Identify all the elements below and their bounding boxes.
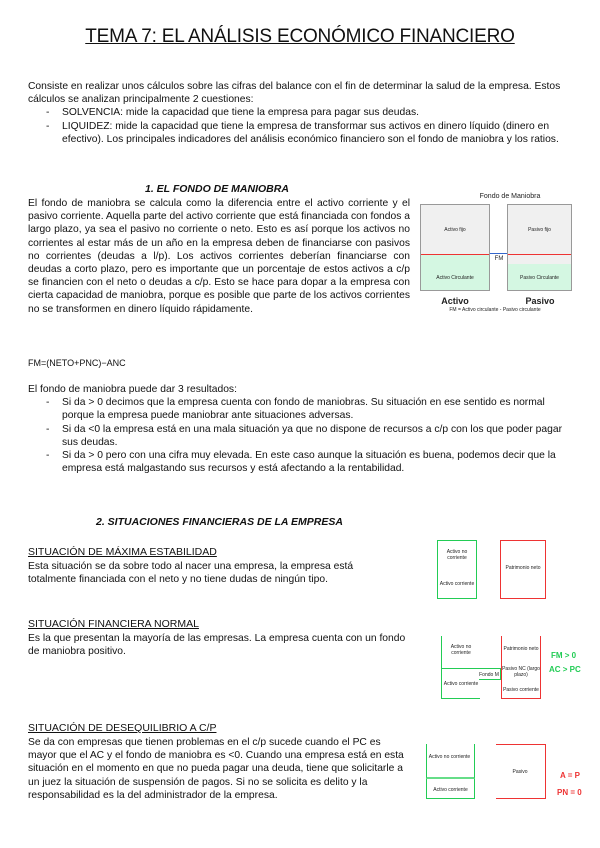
- normal-title: SITUACIÓN FINANCIERA NORMAL: [28, 618, 199, 630]
- label: Pasivo NC (largo plazo): [502, 666, 540, 678]
- eq-a-p: A = P: [560, 771, 580, 780]
- results-section: [28, 383, 573, 475]
- deseq-ac-box: [426, 779, 475, 799]
- diagram-caption: FM = Activo circulante - Pasivo circulante: [449, 307, 541, 313]
- normal-fm-box: [479, 668, 501, 680]
- activo-label: Activo: [441, 296, 469, 306]
- label: Activo corriente: [433, 787, 468, 793]
- eq-fm: FM > 0: [551, 651, 577, 660]
- pasivo-label: Pasivo: [525, 296, 555, 306]
- eq-pn: PN = 0: [557, 788, 582, 797]
- intro-text: Consiste en realizar unos cálculos sobre las cifras del balance con el fin de determinar la salud de la empresa. Estos cálculos se analizan principalmente 2 cuestiones:: [28, 81, 561, 106]
- label: Patrimonio neto: [503, 646, 539, 652]
- normal-ac-box: [441, 668, 480, 699]
- result-item: - Si da <0 la empresa está en una mala situación ya que no dispone de recursos a c/p con los que poder pagar sus deudas.: [28, 423, 573, 449]
- label: Activo Circulante: [436, 275, 474, 281]
- normal-anc-box: [441, 636, 480, 669]
- intro-section: [28, 80, 573, 146]
- fondo-maniobra-diagram: [420, 190, 600, 320]
- diagram-title: Fondo de Maniobra: [479, 193, 541, 200]
- label: Fondo M: [479, 672, 499, 678]
- maxima-activo-box: [437, 540, 477, 599]
- deseq-anc-box: [426, 744, 475, 779]
- section-1-heading: 1. EL FONDO DE MANIOBRA: [145, 183, 289, 195]
- label: Activo no corriente: [428, 754, 471, 760]
- label: Activo corriente: [443, 681, 479, 687]
- normal-pasivo-box: [501, 636, 541, 699]
- intro-item: - SOLVENCIA: mide la capacidad que tiene la empresa para pagar sus deudas.: [28, 106, 573, 119]
- label: Activo no corriente: [446, 549, 468, 561]
- intro-item: - LIQUIDEZ: mide la capacidad que tiene la empresa de transformar sus activos en dinero líquido (dinero en efectivo). Los principales indicadores del análisis económico financiero son el fondo de maniobra y los ratios.: [28, 120, 573, 146]
- activo-box: [420, 204, 490, 291]
- eq-ac-pc: AC > PC: [549, 665, 581, 674]
- label: Pasivo fijo: [528, 227, 551, 233]
- label: Activo fijo: [444, 227, 466, 233]
- label: Activo corriente: [439, 581, 475, 587]
- label: Pasivo Circulante: [520, 275, 559, 281]
- section-2-heading: 2. SITUACIONES FINANCIERAS DE LA EMPRESA: [96, 516, 343, 528]
- label: Patrimonio neto: [505, 565, 541, 571]
- label: Activo no corriente: [450, 644, 472, 656]
- desequilibrio-title: SITUACIÓN DE DESEQUILIBRIO A C/P: [28, 722, 217, 734]
- maxima-pn-box: [500, 540, 546, 599]
- section-1-text: El fondo de maniobra se calcula como la diferencia entre el activo corriente y el pasivo corriente. Aquella parte del activo corriente que está financiada con fondos a largo plazo, ya sea el pasivo no corriente o neto. Esto es así porque los activos no corrientes al estar más de un año en la empresa deben de financiarse con pasivos no corrientes (deudas a l/p). Los activos corrientes deberían financiarse con deudas a corto plazo, pero es importante que un porcentaje de estos activos a c/p se financien con el neto o deudas a c/p. Esto se hace para dopar a la empresa con cierta capacidad de maniobra, porque es posible que parte de los activos corrientes no se transformen en dinero líquido rápidamente.: [28, 198, 410, 315]
- normal-text: Es la que presentan la mayoría de las empresas. La empresa cuenta con un fondo de maniobra positivo.: [28, 633, 406, 658]
- maxima-text: Esta situación se da sobre todo al nacer una empresa, la empresa está totalmente financiada con el neto y no tiene dudas de ningún tipo.: [28, 561, 354, 586]
- result-item: - Si da > 0 decimos que la empresa cuenta con fondo de maniobras. Su situación en ese sentido es normal porque la empresa puede maniobrar ante situaciones adversas.: [28, 396, 573, 422]
- maxima-title: SITUACIÓN DE MÁXIMA ESTABILIDAD: [28, 546, 217, 558]
- desequilibrio-text: Se da con empresas que tienen problemas en el c/p sucede cuando el PC es mayor que el AC y el fondo de maniobra es <0. Cuando una empresa está en esta situación en el momento en que no pueda pagar una deuda, tiene que solicitarle a un juez la situación de suspensión de pagos. Si no se solicita es delito y la responsabilidad es la del administrador de la empresa.: [28, 737, 404, 801]
- page-title: TEMA 7: EL ANÁLISIS ECONÓMICO FINANCIERO: [85, 26, 515, 47]
- result-item: - Si da > 0 pero con una cifra muy elevada. En este caso aunque la situación es buena, podemos decir que la empresa está malgastando sus recursos y está afectando a la rentabilidad.: [28, 449, 573, 475]
- fm-label: FM: [494, 256, 504, 262]
- label: Pasivo: [512, 769, 528, 775]
- label: Pasivo corriente: [503, 687, 539, 693]
- deseq-pasivo-box: [496, 744, 546, 799]
- pasivo-box: [507, 204, 572, 291]
- results-intro: El fondo de maniobra puede dar 3 resultados:: [28, 384, 237, 395]
- formula: FM=(NETO+PNC)−ANC: [28, 358, 126, 368]
